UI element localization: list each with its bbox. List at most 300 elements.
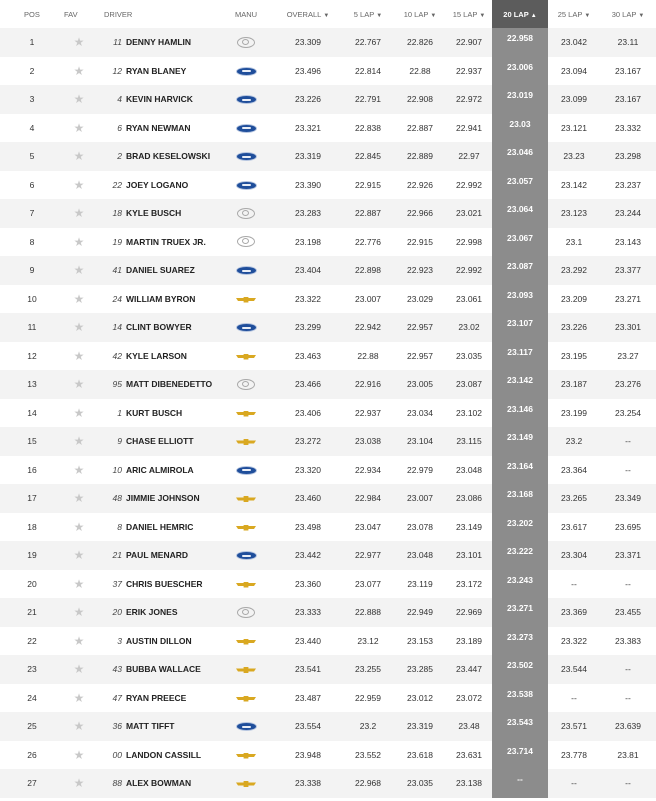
driver-name-link[interactable]: DENNY HAMLIN (126, 37, 192, 48)
driver-name-link[interactable]: JOEY LOGANO (126, 179, 189, 190)
lap5-cell: 23.077 (342, 570, 394, 599)
manufacturer-cell (218, 513, 274, 542)
star-icon[interactable]: ★ (73, 747, 85, 762)
overall-cell: 23.460 (274, 484, 342, 513)
star-icon[interactable]: ★ (73, 120, 85, 135)
car-number: 8 (117, 521, 122, 532)
ford-logo-icon (236, 323, 257, 332)
driver-cell (94, 484, 218, 513)
lap30-cell: -- (600, 570, 656, 599)
table-row (0, 85, 656, 114)
lap20-cell: 23.271 (492, 598, 548, 627)
table-row (0, 627, 656, 656)
car-number: 88 (112, 778, 122, 789)
manufacturer-cell (218, 627, 274, 656)
table-row (0, 741, 656, 770)
chevrolet-logo-icon (236, 667, 256, 673)
lap10-cell: 23.035 (394, 769, 446, 798)
car-number: 20 (112, 607, 122, 618)
pos-cell: 18 (0, 513, 64, 542)
pos-cell: 15 (0, 427, 64, 456)
lap15-cell: 23.189 (446, 627, 492, 656)
pos-cell: 21 (0, 598, 64, 627)
manufacturer-cell (218, 171, 274, 200)
header-15-lap-label: 15 LAP (452, 9, 478, 19)
lap10-cell: 23.104 (394, 427, 446, 456)
lap10-cell: 22.957 (394, 313, 446, 342)
lap10-cell: 23.153 (394, 627, 446, 656)
lap20-cell: 23.164 (492, 456, 548, 485)
lap5-cell: 22.887 (342, 199, 394, 228)
lap20-cell: 23.142 (492, 370, 548, 399)
fav-cell (64, 456, 94, 485)
table-row (0, 655, 656, 684)
driver-cell (94, 712, 218, 741)
lap15-cell: 23.172 (446, 570, 492, 599)
driver-name-link[interactable]: ALEX BOWMAN (126, 778, 192, 789)
driver-cell (94, 342, 218, 371)
table-row (0, 513, 656, 542)
header-30-lap[interactable] (600, 0, 656, 28)
table-row (0, 342, 656, 371)
driver-cell (94, 285, 218, 314)
lap30-cell: 23.143 (600, 228, 656, 257)
table-row (0, 256, 656, 285)
fav-cell (64, 142, 94, 171)
driver-cell (94, 427, 218, 456)
driver-name-link[interactable]: MATT TIFFT (126, 721, 175, 732)
lap20-cell: 23.067 (492, 228, 548, 257)
driver-name-link[interactable]: BUBBA WALLACE (126, 664, 201, 675)
header-overall[interactable] (274, 0, 342, 28)
fav-cell (64, 285, 94, 314)
lap25-cell: 23.1 (548, 228, 600, 257)
lap30-cell: -- (600, 769, 656, 798)
driver-cell (94, 627, 218, 656)
overall-cell: 23.333 (274, 598, 342, 627)
table-row (0, 570, 656, 599)
car-number: 6 (117, 122, 122, 133)
ford-logo-icon (236, 181, 257, 190)
star-icon[interactable]: ★ (73, 690, 85, 705)
lap5-cell: 22.977 (342, 541, 394, 570)
lap20-cell: 23.543 (492, 712, 548, 741)
car-number: 24 (112, 293, 122, 304)
header-manu[interactable] (218, 0, 274, 28)
manufacturer-cell (218, 456, 274, 485)
lap30-cell: 23.27 (600, 342, 656, 371)
driver-name-link[interactable]: KYLE BUSCH (126, 208, 182, 219)
lap10-cell: 23.007 (394, 484, 446, 513)
star-icon[interactable]: ★ (73, 92, 85, 107)
lap15-cell: 22.969 (446, 598, 492, 627)
table-row (0, 769, 656, 798)
driver-cell (94, 114, 218, 143)
overall-cell: 23.321 (274, 114, 342, 143)
lap10-cell: 22.915 (394, 228, 446, 257)
driver-name-link[interactable]: DANIEL SUAREZ (126, 265, 195, 276)
lap15-cell: 22.97 (446, 142, 492, 171)
lap25-cell: 23.265 (548, 484, 600, 513)
chevrolet-logo-icon (236, 582, 256, 588)
table-header-row (0, 0, 656, 28)
lap25-cell: 23.209 (548, 285, 600, 314)
driver-name-link[interactable]: KYLE LARSON (126, 350, 187, 361)
driver-name-link[interactable]: ERIK JONES (126, 607, 178, 618)
lap20-cell: 23.168 (492, 484, 548, 513)
star-icon[interactable]: ★ (73, 633, 85, 648)
star-icon[interactable]: ★ (73, 576, 85, 591)
toyota-logo-icon (237, 607, 255, 618)
star-icon[interactable]: ★ (73, 519, 85, 534)
lap5-cell: 22.934 (342, 456, 394, 485)
lap10-cell: 23.012 (394, 684, 446, 713)
lap30-cell: -- (600, 684, 656, 713)
driver-name-link[interactable]: AUSTIN DILLON (126, 635, 192, 646)
lap20-cell: -- (492, 769, 548, 798)
star-icon[interactable]: ★ (73, 263, 85, 278)
star-icon[interactable]: ★ (73, 605, 85, 620)
star-icon[interactable]: ★ (73, 320, 85, 335)
lap25-cell: 23.544 (548, 655, 600, 684)
pos-cell: 10 (0, 285, 64, 314)
manufacturer-cell (218, 655, 274, 684)
fav-cell (64, 484, 94, 513)
pos-cell: 4 (0, 114, 64, 143)
driver-name-link[interactable]: WILLIAM BYRON (126, 293, 196, 304)
fav-cell (64, 28, 94, 57)
star-icon[interactable]: ★ (73, 662, 85, 677)
fav-cell (64, 370, 94, 399)
fav-cell (64, 627, 94, 656)
lap25-cell: 23.142 (548, 171, 600, 200)
lap10-cell: 23.285 (394, 655, 446, 684)
driver-name-link[interactable]: ARIC ALMIROLA (126, 464, 194, 475)
star-icon[interactable]: ★ (73, 348, 85, 363)
pos-cell: 9 (0, 256, 64, 285)
toyota-logo-icon (237, 208, 255, 219)
table-row (0, 684, 656, 713)
driver-name-link[interactable]: RYAN NEWMAN (126, 122, 191, 133)
header-30-lap-label: 30 LAP (611, 9, 637, 19)
sort-up-icon: ▲ (530, 12, 537, 19)
manufacturer-cell (218, 142, 274, 171)
sort-down-icon: ▼ (430, 12, 437, 19)
star-icon[interactable]: ★ (73, 291, 85, 306)
lap20-cell: 23.093 (492, 285, 548, 314)
manufacturer-cell (218, 741, 274, 770)
toyota-logo-icon (237, 379, 255, 390)
star-icon[interactable]: ★ (73, 63, 85, 78)
overall-cell: 23.404 (274, 256, 342, 285)
car-number: 22 (112, 179, 122, 190)
lap15-cell: 23.102 (446, 399, 492, 428)
header-5-lap[interactable] (342, 0, 394, 28)
driver-cell (94, 456, 218, 485)
lap10-cell: 22.957 (394, 342, 446, 371)
lap20-cell: 23.202 (492, 513, 548, 542)
table-row (0, 370, 656, 399)
lap5-cell: 23.255 (342, 655, 394, 684)
star-icon[interactable]: ★ (73, 206, 85, 221)
lap10-cell: 23.048 (394, 541, 446, 570)
driver-cell (94, 399, 218, 428)
manufacturer-cell (218, 313, 274, 342)
star-icon[interactable]: ★ (73, 35, 85, 50)
chevrolet-logo-icon (236, 354, 256, 360)
lap25-cell: 23.195 (548, 342, 600, 371)
manufacturer-cell (218, 712, 274, 741)
table-row (0, 399, 656, 428)
lap10-cell: 23.005 (394, 370, 446, 399)
star-icon[interactable]: ★ (73, 719, 85, 734)
driver-name-link[interactable]: MATT DIBENEDETTO (126, 379, 213, 390)
driver-cell (94, 199, 218, 228)
star-icon[interactable]: ★ (73, 434, 85, 449)
star-icon[interactable]: ★ (73, 548, 85, 563)
lap15-cell: 23.115 (446, 427, 492, 456)
car-number: 19 (112, 236, 122, 247)
lap5-cell: 22.838 (342, 114, 394, 143)
pos-cell: 1 (0, 28, 64, 57)
header-pos-label: POS (24, 9, 40, 19)
table-row (0, 313, 656, 342)
lap10-cell: 23.618 (394, 741, 446, 770)
car-number: 95 (112, 379, 122, 390)
fav-cell (64, 541, 94, 570)
lap25-cell: 23.304 (548, 541, 600, 570)
pos-cell: 23 (0, 655, 64, 684)
star-icon[interactable]: ★ (73, 776, 85, 791)
header-driver[interactable] (94, 0, 218, 28)
driver-name-link[interactable]: RYAN BLANEY (126, 65, 187, 76)
lap5-cell: 22.984 (342, 484, 394, 513)
overall-cell: 23.226 (274, 85, 342, 114)
star-icon[interactable]: ★ (73, 377, 85, 392)
lap5-cell: 22.898 (342, 256, 394, 285)
ford-logo-icon (236, 722, 257, 731)
manufacturer-cell (218, 256, 274, 285)
driver-name-link[interactable]: MARTIN TRUEX JR. (126, 236, 206, 247)
overall-cell: 23.406 (274, 399, 342, 428)
lap30-cell: 23.301 (600, 313, 656, 342)
pos-cell: 19 (0, 541, 64, 570)
car-number: 00 (112, 749, 122, 760)
fav-cell (64, 427, 94, 456)
header-15-lap[interactable] (446, 0, 492, 28)
manufacturer-cell (218, 769, 274, 798)
lap5-cell: 22.88 (342, 342, 394, 371)
manufacturer-cell (218, 427, 274, 456)
fav-cell (64, 114, 94, 143)
table-row (0, 199, 656, 228)
lap30-cell: 23.81 (600, 741, 656, 770)
lap30-cell: 23.383 (600, 627, 656, 656)
pos-cell: 13 (0, 370, 64, 399)
car-number: 12 (112, 65, 122, 76)
lap5-cell: 22.845 (342, 142, 394, 171)
driver-name-link[interactable]: CLINT BOWYER (126, 322, 192, 333)
lap10-cell: 23.029 (394, 285, 446, 314)
driver-name-link[interactable]: JIMMIE JOHNSON (126, 493, 200, 504)
pos-cell: 16 (0, 456, 64, 485)
lap25-cell: -- (548, 684, 600, 713)
lap10-cell: 22.926 (394, 171, 446, 200)
car-number: 42 (112, 350, 122, 361)
lap15-cell: 23.061 (446, 285, 492, 314)
fav-cell (64, 769, 94, 798)
star-icon[interactable]: ★ (73, 234, 85, 249)
lap20-cell: 23.117 (492, 342, 548, 371)
lap25-cell: 23.042 (548, 28, 600, 57)
overall-cell: 23.309 (274, 28, 342, 57)
lap20-cell: 23.019 (492, 85, 548, 114)
star-icon[interactable]: ★ (73, 149, 85, 164)
lap25-cell: -- (548, 769, 600, 798)
manufacturer-cell (218, 484, 274, 513)
lap20-cell: 23.057 (492, 171, 548, 200)
lap25-cell: 23.571 (548, 712, 600, 741)
lap30-cell: 23.349 (600, 484, 656, 513)
car-number: 47 (112, 692, 122, 703)
driver-name-link[interactable]: RYAN PREECE (126, 692, 187, 703)
header-10-lap-label: 10 LAP (403, 9, 429, 19)
manufacturer-cell (218, 342, 274, 371)
overall-cell: 23.338 (274, 769, 342, 798)
driver-name-link[interactable]: BRAD KESELOWSKI (126, 151, 211, 162)
lap15-cell: 23.48 (446, 712, 492, 741)
manufacturer-cell (218, 285, 274, 314)
fav-cell (64, 342, 94, 371)
pos-cell: 12 (0, 342, 64, 371)
lap5-cell: 22.767 (342, 28, 394, 57)
pos-cell: 14 (0, 399, 64, 428)
table-row (0, 142, 656, 171)
driver-name-link[interactable]: PAUL MENARD (126, 550, 189, 561)
lap25-cell: 23.094 (548, 57, 600, 86)
overall-cell: 23.948 (274, 741, 342, 770)
lap25-cell: 23.226 (548, 313, 600, 342)
lap20-cell: 23.149 (492, 427, 548, 456)
lap15-cell: 22.998 (446, 228, 492, 257)
lap10-cell: 22.966 (394, 199, 446, 228)
fav-cell (64, 199, 94, 228)
car-number: 41 (112, 265, 122, 276)
lap15-cell: 23.072 (446, 684, 492, 713)
sort-down-icon: ▼ (323, 12, 330, 19)
chevrolet-logo-icon (236, 753, 256, 759)
table-row (0, 171, 656, 200)
chevrolet-logo-icon (236, 411, 256, 417)
lap20-cell: 23.502 (492, 655, 548, 684)
header-pos[interactable] (0, 0, 64, 28)
lap20-cell: 23.146 (492, 399, 548, 428)
lap20-cell: 23.714 (492, 741, 548, 770)
ford-logo-icon (236, 152, 257, 161)
lap15-cell: 23.087 (446, 370, 492, 399)
overall-cell: 23.463 (274, 342, 342, 371)
lap25-cell: 23.099 (548, 85, 600, 114)
lap30-cell: 23.254 (600, 399, 656, 428)
table-row (0, 427, 656, 456)
header-25-lap[interactable] (548, 0, 600, 28)
lap25-cell: 23.322 (548, 627, 600, 656)
manufacturer-cell (218, 541, 274, 570)
star-icon[interactable]: ★ (73, 462, 85, 477)
car-number: 10 (112, 464, 122, 475)
driver-name-link[interactable]: KEVIN HARVICK (126, 94, 193, 105)
driver-name-link[interactable]: DANIEL HEMRIC (126, 521, 194, 532)
star-icon[interactable]: ★ (73, 491, 85, 506)
lap5-cell: 23.047 (342, 513, 394, 542)
driver-name-link[interactable]: CHASE ELLIOTT (126, 436, 194, 447)
fav-cell (64, 570, 94, 599)
lap15-cell: 22.992 (446, 256, 492, 285)
header-10-lap[interactable] (394, 0, 446, 28)
ford-logo-icon (236, 266, 257, 275)
overall-cell: 23.360 (274, 570, 342, 599)
lap15-cell: 23.138 (446, 769, 492, 798)
overall-cell: 23.487 (274, 684, 342, 713)
manufacturer-cell (218, 28, 274, 57)
lap5-cell: 23.12 (342, 627, 394, 656)
manufacturer-cell (218, 399, 274, 428)
lap5-cell: 22.791 (342, 85, 394, 114)
header-20-lap[interactable] (492, 0, 548, 28)
lap30-cell: 23.455 (600, 598, 656, 627)
lap15-cell: 22.992 (446, 171, 492, 200)
driver-name-link[interactable]: CHRIS BUESCHER (126, 578, 203, 589)
lap15-cell: 23.086 (446, 484, 492, 513)
lap15-cell: 23.447 (446, 655, 492, 684)
fav-cell (64, 399, 94, 428)
driver-name-link[interactable]: LANDON CASSILL (126, 749, 202, 760)
lap30-cell: 23.167 (600, 85, 656, 114)
car-number: 2 (117, 151, 122, 162)
lap30-cell: 23.244 (600, 199, 656, 228)
driver-cell (94, 228, 218, 257)
overall-cell: 23.440 (274, 627, 342, 656)
overall-cell: 23.320 (274, 456, 342, 485)
driver-cell (94, 570, 218, 599)
lap5-cell: 23.552 (342, 741, 394, 770)
pos-cell: 2 (0, 57, 64, 86)
overall-cell: 23.283 (274, 199, 342, 228)
header-manu-label: MANU (234, 9, 258, 19)
pos-cell: 25 (0, 712, 64, 741)
lap15-cell: 23.048 (446, 456, 492, 485)
driver-name-link[interactable]: KURT BUSCH (126, 407, 183, 418)
lap20-cell: 23.107 (492, 313, 548, 342)
fav-cell (64, 513, 94, 542)
lap20-cell: 23.222 (492, 541, 548, 570)
lap30-cell: 23.11 (600, 28, 656, 57)
chevrolet-logo-icon (236, 439, 256, 445)
fav-cell (64, 313, 94, 342)
star-icon[interactable]: ★ (73, 405, 85, 420)
lap20-cell: 23.243 (492, 570, 548, 599)
car-number: 36 (112, 721, 122, 732)
car-number: 18 (112, 208, 122, 219)
ford-logo-icon (236, 124, 257, 133)
star-icon[interactable]: ★ (73, 177, 85, 192)
table-row (0, 228, 656, 257)
car-number: 4 (117, 94, 122, 105)
overall-cell: 23.322 (274, 285, 342, 314)
lap25-cell: 23.199 (548, 399, 600, 428)
header-fav (64, 0, 94, 28)
lap25-cell: 23.123 (548, 199, 600, 228)
